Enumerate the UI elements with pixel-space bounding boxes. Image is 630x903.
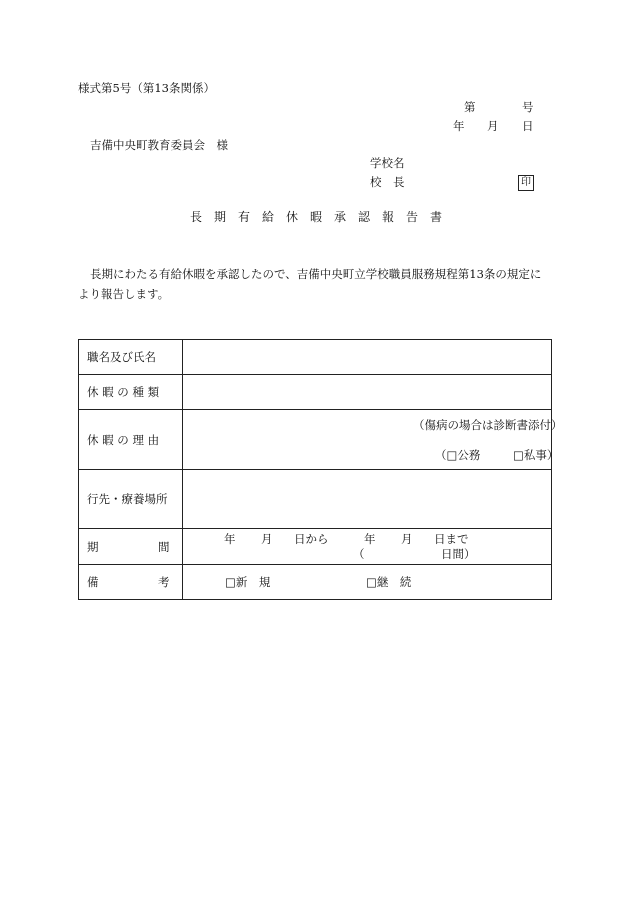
row-label-leave-reason: 休 暇 の 理 由 bbox=[79, 410, 183, 470]
doc-number-go: 号 bbox=[522, 100, 534, 114]
doc-number-dai: 第 bbox=[464, 100, 476, 114]
period-days: 日間） bbox=[441, 547, 476, 561]
table-row bbox=[79, 375, 552, 410]
destination-field[interactable] bbox=[183, 470, 552, 529]
period-to-month: 月 bbox=[401, 532, 413, 546]
principal-label: 校 長 bbox=[370, 175, 405, 189]
period-field[interactable] bbox=[183, 529, 552, 565]
addressee: 吉備中央町教育委員会 様 bbox=[90, 138, 228, 152]
row-label-leave-type: 休 暇 の 種 類 bbox=[79, 375, 183, 410]
row-label-name: 職名及び氏名 bbox=[79, 340, 183, 375]
row-label-period bbox=[79, 529, 183, 565]
date-year: 年 bbox=[453, 119, 465, 133]
name-field[interactable] bbox=[183, 340, 552, 375]
period-to-day: 日まで bbox=[434, 532, 469, 546]
leave-type-field[interactable] bbox=[183, 375, 552, 410]
body-line-2: より報告します。 bbox=[78, 287, 170, 301]
private-matter-checkbox[interactable]: □私事） bbox=[513, 448, 559, 462]
remarks-field[interactable] bbox=[183, 565, 552, 600]
public-duty-checkbox[interactable]: （□公務 bbox=[435, 448, 481, 462]
period-days-open: （ bbox=[353, 547, 365, 561]
form-number: 様式第5号（第13条関係） bbox=[78, 81, 215, 95]
row-label-remarks bbox=[79, 565, 183, 600]
period-label-b: 間 bbox=[158, 540, 170, 554]
period-from-year: 年 bbox=[224, 532, 236, 546]
school-name-label: 学校名 bbox=[370, 156, 405, 170]
leave-reason-field[interactable] bbox=[183, 410, 563, 470]
table-row bbox=[79, 340, 552, 375]
period-to-year: 年 bbox=[364, 532, 376, 546]
table-row bbox=[79, 470, 552, 529]
date-day: 日 bbox=[522, 119, 534, 133]
body-line-1: 長期にわたる有給休暇を承認したので、吉備中央町立学校職員服務規程第13条の規定に bbox=[90, 267, 542, 281]
table-row bbox=[79, 529, 552, 565]
row-label-destination: 行先・療養場所 bbox=[79, 470, 183, 529]
remarks-label-b: 考 bbox=[158, 575, 170, 589]
period-from-month: 月 bbox=[261, 532, 273, 546]
period-label-a: 期 bbox=[87, 540, 99, 554]
continuation-checkbox[interactable]: □継 続 bbox=[366, 575, 412, 589]
period-from-day: 日から bbox=[294, 532, 329, 546]
report-table bbox=[78, 339, 563, 600]
table-row bbox=[79, 410, 552, 470]
date-month: 月 bbox=[487, 119, 499, 133]
remarks-label-a: 備 bbox=[87, 575, 99, 589]
document-title: 長 期 有 給 休 暇 承 認 報 告 書 bbox=[190, 210, 443, 224]
medical-certificate-note: （傷病の場合は診断書添付） bbox=[413, 418, 563, 432]
seal-mark: 印 bbox=[518, 175, 534, 191]
table-row bbox=[79, 565, 552, 600]
new-checkbox[interactable]: □新 規 bbox=[225, 575, 271, 589]
